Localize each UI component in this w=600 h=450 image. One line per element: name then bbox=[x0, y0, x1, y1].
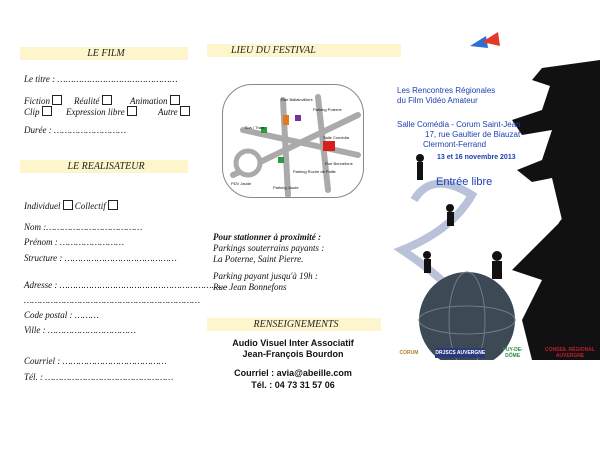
code-postal-field[interactable]: Code postal : ……… bbox=[24, 310, 99, 320]
sponsor-drjscs: DRJSCS AUVERGNE bbox=[435, 350, 486, 356]
autre-checkbox[interactable] bbox=[180, 106, 190, 116]
genre-fiction-label: Fiction bbox=[24, 96, 50, 106]
sponsor-puy-de-dome: PUY-DE-DÔME bbox=[502, 347, 523, 359]
map-marker-parking bbox=[278, 157, 284, 163]
map-label-salle: Salle Comédia bbox=[323, 135, 350, 140]
prenom-field[interactable]: Prénom : …………………… bbox=[24, 237, 125, 247]
adresse-field-line2[interactable]: ………………………………………………………… bbox=[24, 295, 201, 305]
map-label-jaude: Parking Jaude bbox=[273, 185, 299, 190]
cover-entry: Entrée libre bbox=[436, 176, 493, 188]
cover-title-1: Les Rencontres Régionales bbox=[397, 86, 496, 95]
cover-dates: 13 et 16 novembre 2013 bbox=[437, 154, 516, 161]
paying-line-1: Parking payant jusqu'à 19h : bbox=[213, 271, 318, 281]
map-road-horizontal bbox=[243, 130, 358, 155]
location-map bbox=[222, 84, 364, 198]
collectif-checkbox[interactable] bbox=[108, 200, 118, 210]
map-label-poterne: Parking Poterne bbox=[313, 107, 342, 112]
duration-field[interactable]: Durée : ……………………… bbox=[24, 125, 127, 135]
collectif-label: Collectif bbox=[74, 201, 106, 211]
genre-clip-label: Clip bbox=[24, 107, 40, 117]
structure-field[interactable]: Structure : …………………………………… bbox=[24, 253, 177, 263]
photographer-silhouettes bbox=[512, 60, 600, 360]
info-email[interactable]: Courriel : avia@abeille.com bbox=[234, 368, 352, 378]
director-heading: LE REALISATEUR bbox=[20, 160, 188, 173]
cover-venue-2: 17, rue Gaultier de Biauzat bbox=[425, 130, 521, 139]
parking-title: Pour stationner à proximité : bbox=[213, 232, 322, 242]
sponsor-logos bbox=[395, 343, 600, 363]
clip-checkbox[interactable] bbox=[42, 106, 52, 116]
info-phone[interactable]: Tél. : 04 73 31 57 06 bbox=[251, 380, 335, 390]
info-contact-name: Jean-François Bourdon bbox=[242, 349, 344, 359]
cover-venue-3: Clermont-Ferrand bbox=[423, 140, 487, 149]
ville-field[interactable]: Ville : …………………………… bbox=[24, 325, 136, 335]
nom-field[interactable]: Nom :……………………………… bbox=[24, 222, 143, 232]
cover-title-2: du Film Vidéo Amateur bbox=[397, 96, 478, 105]
genre-animation-label: Animation bbox=[130, 96, 168, 106]
fiction-checkbox[interactable] bbox=[52, 95, 62, 105]
map-road-vertical bbox=[283, 100, 288, 195]
courriel-field[interactable]: Courriel : ………………………………… bbox=[24, 356, 167, 366]
cover-artwork bbox=[392, 20, 600, 360]
sponsor-conseil-regional: CONSEIL RÉGIONAL AUVERGNE bbox=[545, 347, 595, 359]
genre-expression[interactable] bbox=[66, 106, 137, 117]
genre-expression-label: Expression libre bbox=[66, 107, 125, 117]
individuel-checkbox[interactable] bbox=[63, 200, 73, 210]
map-label-bus: Bus / Tram bbox=[245, 125, 265, 130]
type-selector bbox=[24, 200, 118, 211]
info-org: Audio Visuel Inter Associatif bbox=[232, 338, 354, 348]
tel-field[interactable]: Tél. : ………………………………………… bbox=[24, 372, 174, 382]
animation-checkbox[interactable] bbox=[170, 95, 180, 105]
info-heading: RENSEIGNEMENTS bbox=[207, 318, 381, 331]
expression-checkbox[interactable] bbox=[127, 106, 137, 116]
map-marker-venue bbox=[323, 141, 335, 151]
film-title-field[interactable]: Le titre : ……………………………………… bbox=[24, 74, 178, 84]
genre-animation[interactable] bbox=[130, 95, 180, 106]
genre-autre[interactable] bbox=[158, 106, 190, 117]
genre-realite[interactable] bbox=[74, 95, 112, 106]
map-label-ballainvilliers: Rue Ballainvilliers bbox=[281, 97, 313, 102]
individuel-label: Individuel bbox=[24, 201, 61, 211]
avia-logo bbox=[470, 32, 500, 48]
parking-line-1: Parkings souterrains payants : bbox=[213, 243, 325, 253]
adresse-field[interactable]: Adresse : ……………………………………………………… bbox=[24, 280, 228, 290]
sponsor-corum: CORUM bbox=[399, 350, 419, 356]
paying-line-2: Rue Jean Bonnefons bbox=[213, 282, 287, 292]
map-marker-purple bbox=[295, 115, 301, 121]
map-label-bonnefons: Rue Bonnefons bbox=[325, 161, 353, 166]
festival-heading: LIEU DU FESTIVAL bbox=[207, 44, 401, 57]
realite-checkbox[interactable] bbox=[102, 95, 112, 105]
genre-realite-label: Réalité bbox=[74, 96, 100, 106]
film-heading: LE FILM bbox=[20, 47, 188, 60]
map-marker-orange bbox=[283, 115, 289, 125]
genre-fiction[interactable] bbox=[24, 95, 62, 106]
genre-clip[interactable] bbox=[24, 106, 52, 117]
genre-autre-label: Autre bbox=[158, 107, 178, 117]
map-label-pdv: PDV Jaude bbox=[231, 181, 252, 186]
map-label-roche: Parking Roche de Paille bbox=[293, 169, 336, 174]
parking-line-2: La Poterne, Saint Pierre. bbox=[213, 254, 304, 264]
cover-venue-1: Salle Comédia - Corum Saint-Jean bbox=[397, 120, 521, 129]
map-roundabout bbox=[236, 151, 260, 175]
